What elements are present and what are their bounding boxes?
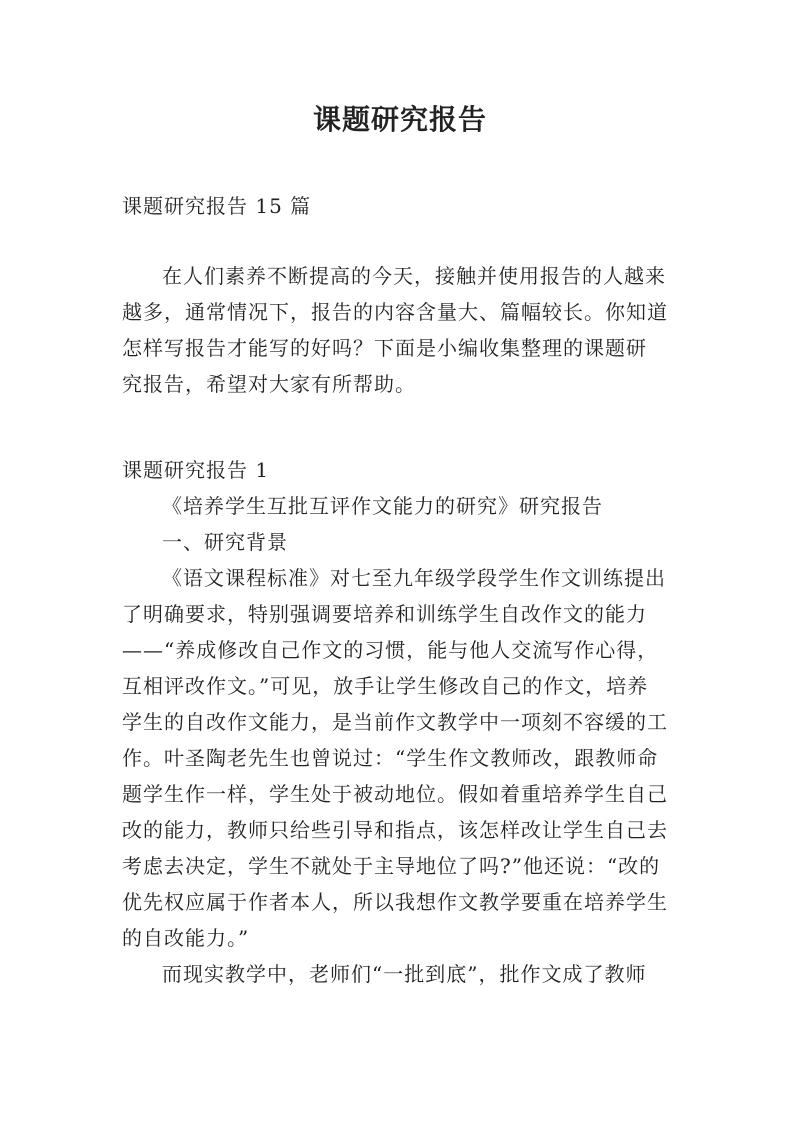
paragraph-line: 优先权应属于作者本人，所以我想作文教学要重在培养学生 <box>122 890 668 914</box>
paragraph-line: 《语文课程标准》对七至九年级学段学生作文训练提出 <box>162 566 666 590</box>
intro-line: 越多，通常情况下，报告的内容含量大、篇幅较长。你知道 <box>122 300 668 324</box>
paragraph-line: 作。叶圣陶老先生也曾说过：“学生作文教师改，跟教师命 <box>122 746 659 770</box>
subtitle-text: 课题研究报告 15 篇 <box>122 194 312 218</box>
paragraph-line: 学生的自改作文能力，是当前作文教学中一项刻不容缓的工 <box>122 710 668 734</box>
paragraph-line: 互相评改作文。”可见，放手让学生修改自己的作文，培养 <box>122 674 649 698</box>
intro-line: 怎样写报告才能写的好吗？下面是小编收集整理的课题研 <box>122 336 647 360</box>
report-title: 《培养学生互批互评作文能力的研究》研究报告 <box>162 494 603 518</box>
paragraph-line: ——“养成修改自己作文的习惯，能与他人交流写作心得， <box>122 638 659 662</box>
part-heading: 一、研究背景 <box>162 530 288 554</box>
document-subtitle <box>122 188 682 224</box>
document-title: 课题研究报告 <box>312 103 487 136</box>
intro-line: 究报告，希望对大家有所帮助。 <box>122 372 416 396</box>
section-1 <box>122 452 682 992</box>
paragraph-line: 而现实教学中，老师们“一批到底”，批作文成了教师 <box>162 962 647 986</box>
section-heading: 课题研究报告 1 <box>122 458 270 482</box>
paragraph-line: 了明确要求，特别强调要培养和训练学生自改作文的能力 <box>122 602 647 626</box>
intro-line: 在人们素养不断提高的今天，接触并使用报告的人越来 <box>162 264 666 288</box>
paragraph-line: 考虑去决定，学生不就处于主导地位了吗?”他还说：“改的 <box>122 854 661 878</box>
intro-paragraph <box>122 258 682 402</box>
paragraph-line: 改的能力，教师只给些引导和指点，该怎样改让学生自己去 <box>122 818 668 842</box>
paragraph-line: 题学生作一样，学生处于被动地位。假如着重培养学生自己 <box>122 782 668 806</box>
paragraph-line: 的自改能力。” <box>122 926 250 950</box>
